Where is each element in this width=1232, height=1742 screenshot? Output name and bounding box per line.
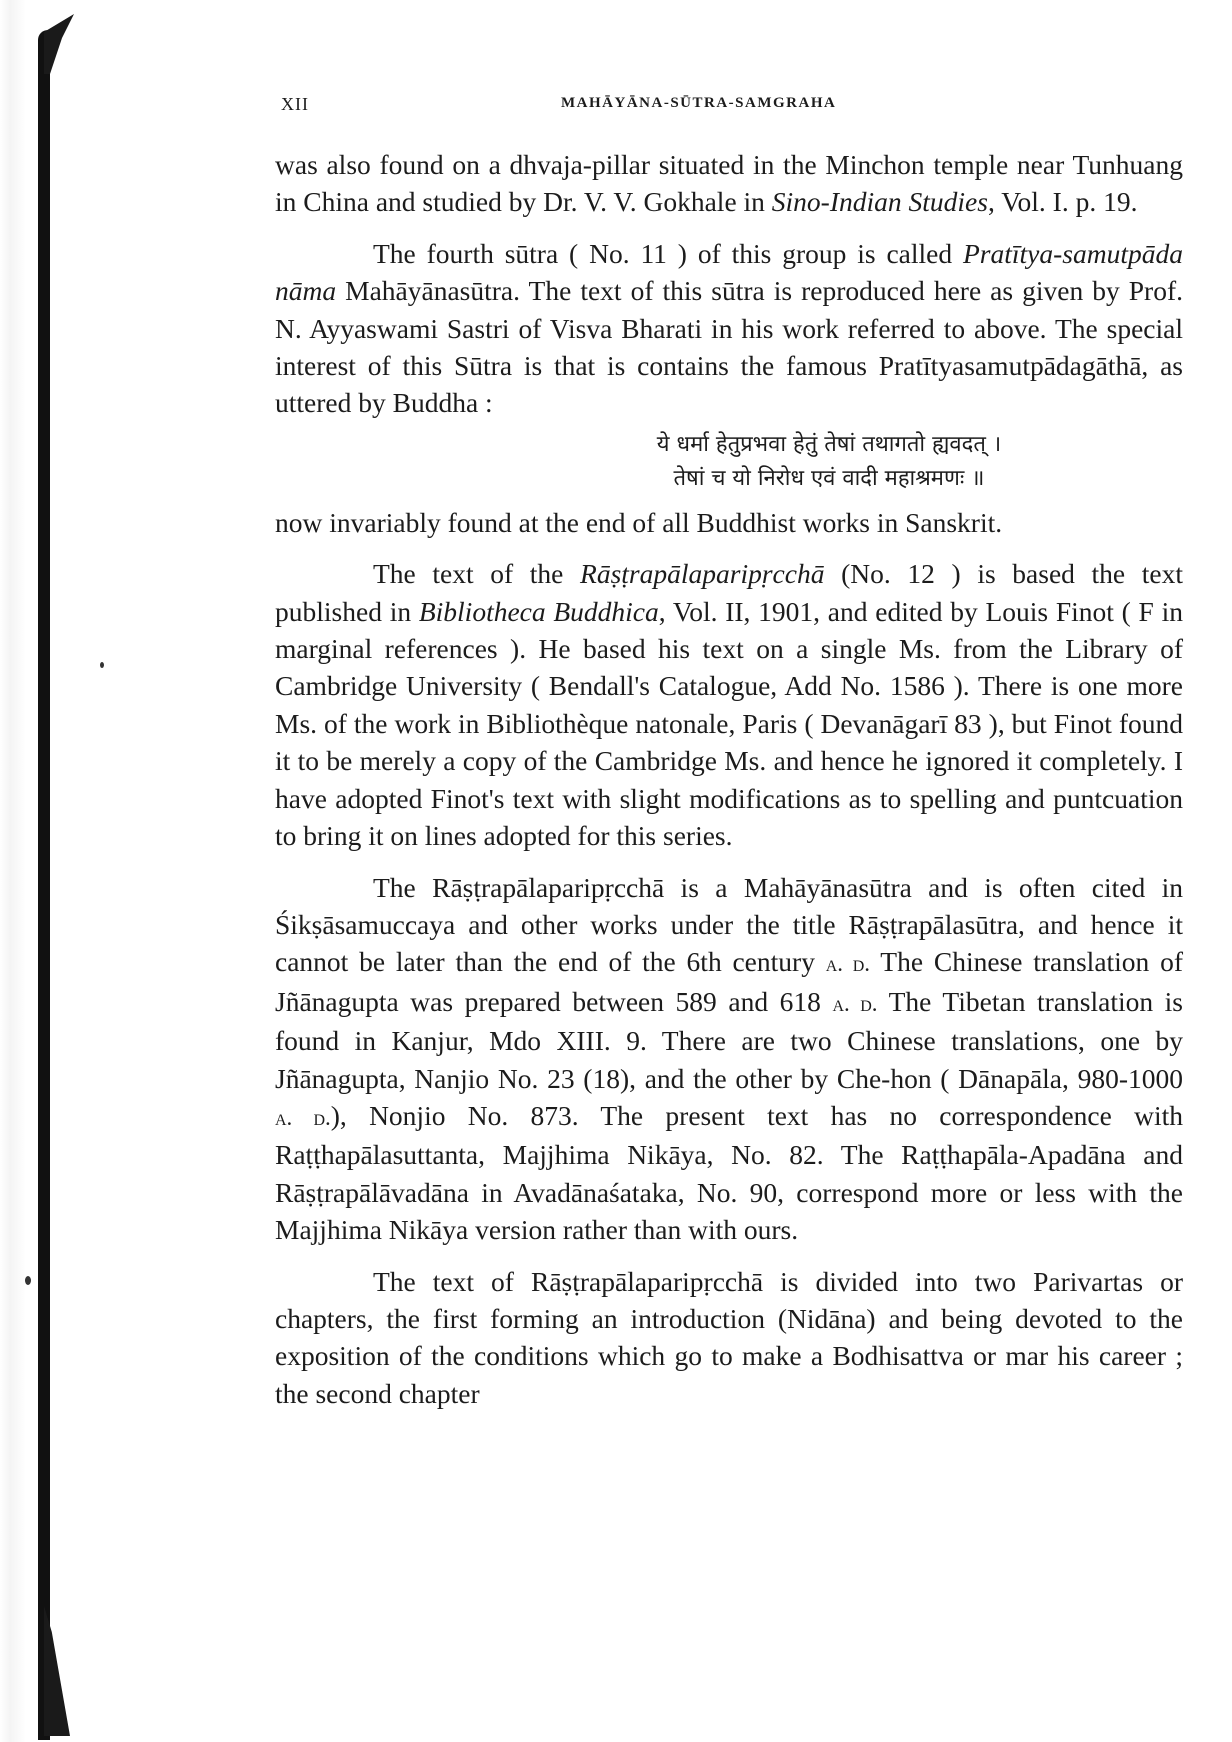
running-title: MAHĀYĀNA-SŪTRA-SAMGRAHA <box>561 95 837 111</box>
binding-shadow <box>38 30 50 1740</box>
page-number: XII <box>281 94 309 114</box>
binding-top-mark <box>44 14 74 74</box>
sanskrit-verse <box>275 428 1183 496</box>
book-binding-edge <box>0 0 58 1742</box>
paragraph: was also found on a dhvaja-pillar situated in the Minchon temple near Tunhuang in China and studied by Dr. V. V. Gokhale in Sino-Indian Studies, Vol. I. p. 19. <box>275 149 1183 218</box>
body-text <box>275 146 1183 1412</box>
paragraph: The fourth sūtra ( No. 11 ) of this group is called Pratītya-samutpāda nāma Mahāyānasūtra. The text of this sūtra is reproduced here as given by Prof. N. Ayyaswami Sastri of Visva Bharati in his work referred to above. The special interest of this Sūtra is that is contains the famous Pratītyasamutpādagāthā, as uttered by Buddha : <box>275 237 1183 419</box>
verse-line: तेषां च यो निरोध एवं वादी महाश्रमणः ॥ <box>673 465 985 491</box>
paragraph: The text of Rāṣṭrapālaparipṛcchā is divided into two Parivartas or chapters, the first forming an introduction (Nidāna) and being devoted to the exposition of the conditions which go to make a Bodhisattva or mar his career ; the second chapter <box>275 1265 1183 1409</box>
verse-line: ये धर्मा हेतुप्रभवा हेतुं तेषां तथागतो ह्यवदत् । <box>656 431 1002 457</box>
paragraph: The text of the Rāṣṭrapālaparipṛcchā (No. 12 ) is based the text published in Bibliotheca Buddhica, Vol. II, 1901, and edited by Louis Finot ( F in marginal references ). He based his text on a single Ms. from the Library of Cambridge University ( Bendall's Catalogue, Add No. 1586 ). There is one more Ms. of the work in Bibliothèque natonale, Paris ( Devanāgarī 83 ), but Finot found it to be merely a copy of the Cambridge Ms. and hence he ignored it completely. I have adopted Finot's text with slight modifications as to spelling and puntcuation to bring it on lines adopted for this series. <box>275 558 1183 852</box>
page-header <box>281 94 1181 118</box>
scan-speck <box>25 1276 31 1285</box>
scan-speck <box>100 662 104 668</box>
paragraph: now invariably found at the end of all Buddhist works in Sanskrit. <box>275 506 1003 538</box>
binding-bottom-mark <box>44 1606 70 1736</box>
paragraph: The Rāṣṭrapālaparipṛcchā is a Mahāyānasūtra and is often cited in Śikṣāsamuccaya and other works under the title Rāṣṭrapālasūtra, and hence it cannot be later than the end of the 6th century a. d. The Chinese translation of Jñānagupta was prepared between 589 and 618 a. d. The Tibetan translation is found in Kanjur, Mdo XIII. 9. There are two Chinese translations, one by Jñānagupta, Nanjio No. 23 (18), and the other by Che-hon ( Dānapāla, 980-1000 a. d.), Nonjio No. 873. The present text has no correspondence with Raṭṭhapālasuttanta, Majjhima Nikāya, No. 82. The Raṭṭhapāla-Apadāna and Rāṣṭrapālāvadāna in Avadānaśataka, No. 90, correspond more or less with the Majjhima Nikāya version rather than with ours. <box>275 871 1184 1246</box>
